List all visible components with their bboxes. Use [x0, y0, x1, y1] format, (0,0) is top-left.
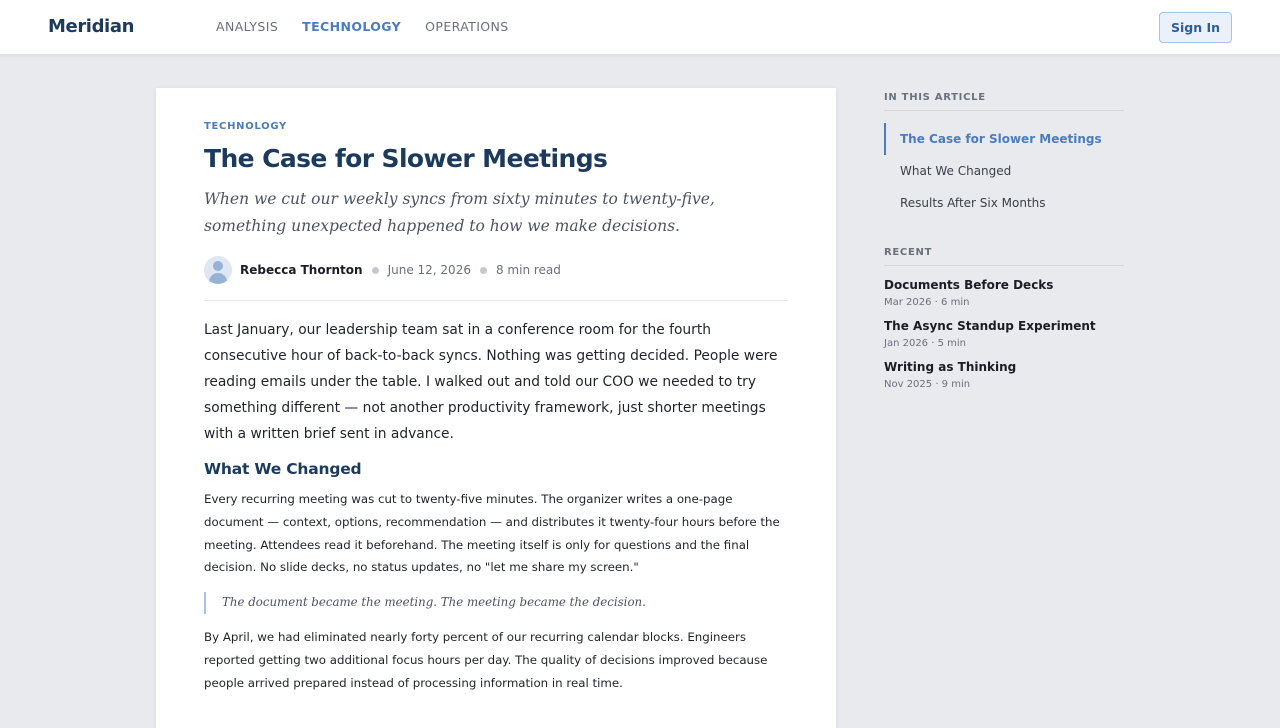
toc-item-what-we-changed[interactable]: What We Changed [900, 164, 1012, 178]
nav-item-analysis[interactable]: ANALYSIS [216, 19, 279, 34]
recent-article-link[interactable]: Writing as Thinking [884, 360, 1017, 374]
recent-articles-list [884, 278, 1124, 390]
avatar-head-shape [213, 261, 223, 271]
byline-divider [204, 300, 788, 301]
body-paragraph: Every recurring meeting was cut to twenty-five minutes. The organizer writes a one-page document — context, options, recommendation — and distributes it twenty-four hours before the meeting. Attendees read it beforehand. The meeting itself is only for questions and the final decision. No slide decks, no status updates, no "let me share my screen." [204, 492, 780, 575]
list-item [884, 319, 1124, 349]
recent-article-link[interactable]: Documents Before Decks [884, 278, 1054, 292]
separator-dot [372, 267, 379, 274]
read-time: 8 min read [495, 263, 561, 277]
list-item [884, 278, 1124, 308]
article-title: The Case for Slower Meetings [204, 144, 608, 173]
toc-item-results-after-six-months[interactable]: Results After Six Months [900, 196, 1046, 210]
recent-article-meta: Nov 2025 · 9 min [884, 379, 971, 390]
main-nav [216, 19, 509, 34]
recent-article-meta: Jan 2026 · 5 min [884, 338, 966, 349]
table-of-contents [884, 123, 1124, 219]
list-item [884, 360, 1124, 390]
recent-article-meta: Mar 2026 · 6 min [884, 297, 970, 308]
user-avatar-icon [204, 256, 232, 284]
nav-item-operations[interactable]: OPERATIONS [425, 19, 509, 34]
nav-item-technology[interactable]: TECHNOLOGY [302, 19, 402, 34]
article-card [156, 88, 836, 728]
article-sidebar [884, 92, 1124, 401]
sign-in-button[interactable]: Sign In [1159, 12, 1232, 43]
recent-label: RECENT [884, 247, 1124, 266]
site-logo[interactable]: Meridian [48, 16, 134, 37]
toc-item-case-for-slower-meetings[interactable]: The Case for Slower Meetings [884, 123, 1124, 155]
article-byline [204, 255, 561, 285]
author-name[interactable]: Rebecca Thornton [240, 263, 363, 277]
section-heading: What We Changed [204, 460, 362, 478]
publish-date: June 12, 2026 [387, 263, 471, 277]
top-navigation-bar [0, 0, 1280, 55]
separator-dot [480, 267, 487, 274]
toc-label: IN THIS ARTICLE [884, 92, 1124, 111]
lead-paragraph: Last January, our leadership team sat in a conference room for the fourth consecutive hour of back-to-back syncs. Nothing was getting decided. People were reading emails under the table. I walked out and told our COO we needed to try something different — not another productivity framework, just shorter meetings with a written brief sent in advance. [204, 322, 778, 442]
avatar-body-shape [209, 273, 227, 284]
body-paragraph: By April, we had eliminated nearly forty percent of our recurring calendar blocks. Engineers reported getting two additional focus hours per day. The quality of decisions improved because people arrived prepared instead of processing information in real time. [204, 630, 768, 690]
article-category[interactable]: TECHNOLOGY [204, 121, 287, 132]
recent-article-link[interactable]: The Async Standup Experiment [884, 319, 1096, 333]
pull-quote: The document became the meeting. The meeting became the decision. [204, 592, 788, 614]
article-subtitle: When we cut our weekly syncs from sixty minutes to twenty-five, something unexpected happened to how we make decisions. [204, 190, 715, 235]
